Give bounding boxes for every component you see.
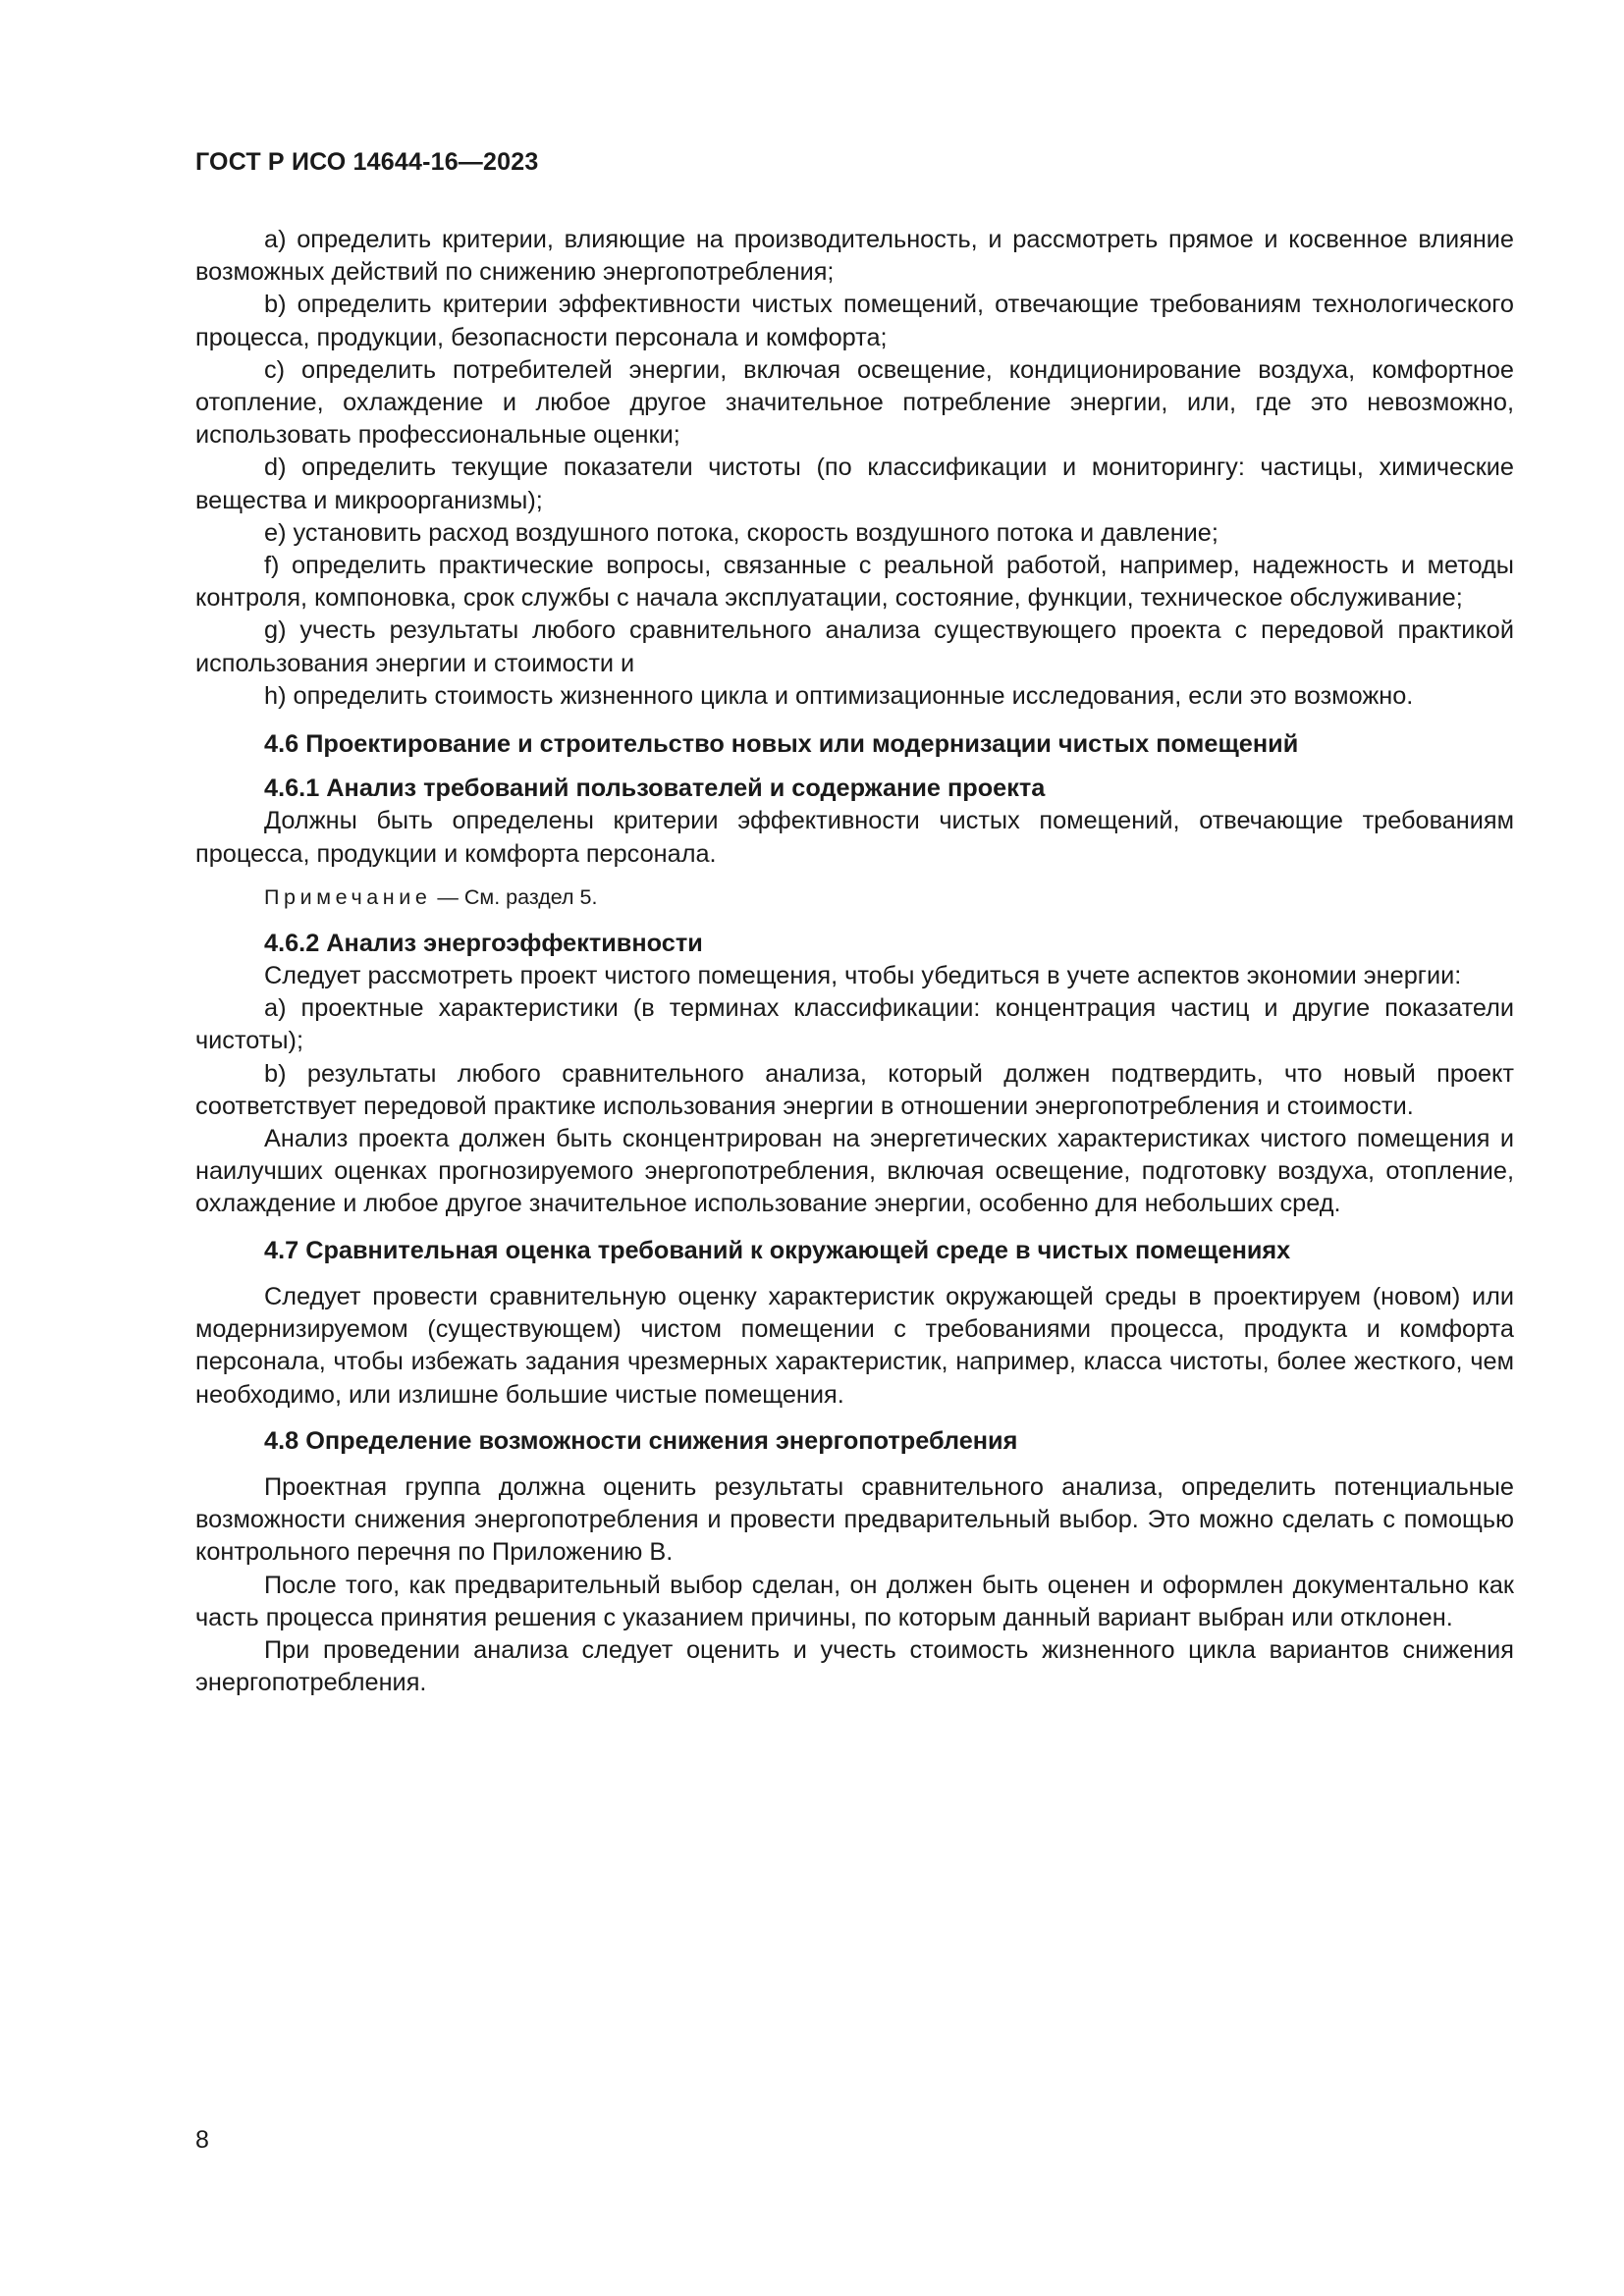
paragraph-4-7: Следует провести сравнительную оценку характеристик окружающей среды в проектируем (новом) или модернизируемом (существующем) чистом помещении с требованиями процесса, продукта и комфорта персонала, чтобы избежать задания чрезмерных характеристик, например, класса чистоты, более жесткого, чем необходимо, или излишне большие чистые помещения. xyxy=(195,1282,1514,1409)
list-item-c: c) определить потребителей энергии, включая освещение, кондиционирование воздуха, комфортное отопление, охлаждение и любое другое значительное потребление энергии, или, где это невозможно, использовать профессиональные оценки; xyxy=(195,355,1514,450)
paragraph-4-6-2: Анализ проекта должен быть сконцентрирован на энергетических характеристиках чистого помещения и наилучших оценках прогнозируемого энергопотребления, включая освещение, подготовку воздуха, отопление, охлаждение и любое другое значительное использование энергии, особенно для небольших сред. xyxy=(195,1125,1514,1218)
list-item-a: a) определить критерии, влияющие на производительность, и рассмотреть прямое и косвенное влияние возможных действий по снижению энергопотребления; xyxy=(195,226,1514,287)
section-heading-4-7: 4.7 Сравнительная оценка требований к окружающей среде в чистых помещениях xyxy=(264,1236,1291,1264)
section-heading-4-8: 4.8 Определение возможности снижения энергопотребления xyxy=(264,1426,1018,1455)
paragraph-4-6-2-intro: Следует рассмотреть проект чистого помещения, чтобы убедиться в учете аспектов экономии энергии: xyxy=(264,962,1462,990)
list-item-4-6-2-a: a) проектные характеристики (в терминах классификации: концентрация частиц и другие показатели чистоты); xyxy=(195,994,1514,1055)
list-item-b: b) определить критерии эффективности чистых помещений, отвечающие требованиям технологического процесса, продукции, безопасности персонала и комфорта; xyxy=(195,291,1514,351)
note-label: Примечание xyxy=(264,884,432,909)
list-item-f: f) определить практические вопросы, связанные с реальной работой, например, надежность и методы контроля, компоновка, срок службы с начала эксплуатации, состояние, функции, техническое обслуживание; xyxy=(195,552,1514,613)
note-4-6-1 xyxy=(195,882,1514,912)
paragraph-4-8-1: Проектная группа должна оценить результаты сравнительного анализа, определить потенциальные возможности снижения энергопотребления и провести предварительный выбор. Это можно сделать с помощью контрольного перечня по Приложению В. xyxy=(195,1472,1514,1567)
paragraph-4-8-2: После того, как предварительный выбор сделан, он должен быть оценен и оформлен документально как часть процесса принятия решения с указанием причины, по которым данный вариант выбран или отклонен. xyxy=(195,1571,1514,1631)
paragraph-4-8-3: При проведении анализа следует оценить и учесть стоимость жизненного цикла вариантов снижения энергопотребления. xyxy=(195,1635,1514,1697)
section-heading-4-6-2: 4.6.2 Анализ энергоэффективности xyxy=(264,929,703,957)
list-item-4-6-2-b: b) результаты любого сравнительного анализа, который должен подтвердить, что новый проект соответствует передовой практике использования энергии в отношении энергопотребления и стоимости. xyxy=(195,1059,1514,1120)
list-item-d: d) определить текущие показатели чистоты (по классификации и мониторингу: частицы, химические вещества и микроорганизмы); xyxy=(195,454,1514,514)
document-body xyxy=(195,224,1514,1699)
list-item-h: h) определить стоимость жизненного цикла и оптимизационные исследования, если это возможно. xyxy=(264,681,1414,710)
page-number: 8 xyxy=(195,2126,209,2154)
list-item-g: g) учесть результаты любого сравнительного анализа существующего проекта с передовой практикой использования энергии и стоимости и xyxy=(195,616,1514,677)
list-item-e: e) установить расход воздушного потока, скорость воздушного потока и давление; xyxy=(264,518,1218,547)
section-heading-4-6-1: 4.6.1 Анализ требований пользователей и содержание проекта xyxy=(264,774,1046,803)
paragraph-4-6-1: Должны быть определены критерии эффективности чистых помещений, отвечающие требованиям процесса, продукции и комфорта персонала. xyxy=(195,807,1514,868)
note-text: — См. раздел 5. xyxy=(431,884,598,909)
document-header: ГОСТ Р ИСО 14644-16—2023 xyxy=(195,148,539,176)
section-heading-4-6: 4.6 Проектирование и строительство новых или модернизации чистых помещений xyxy=(264,730,1299,759)
